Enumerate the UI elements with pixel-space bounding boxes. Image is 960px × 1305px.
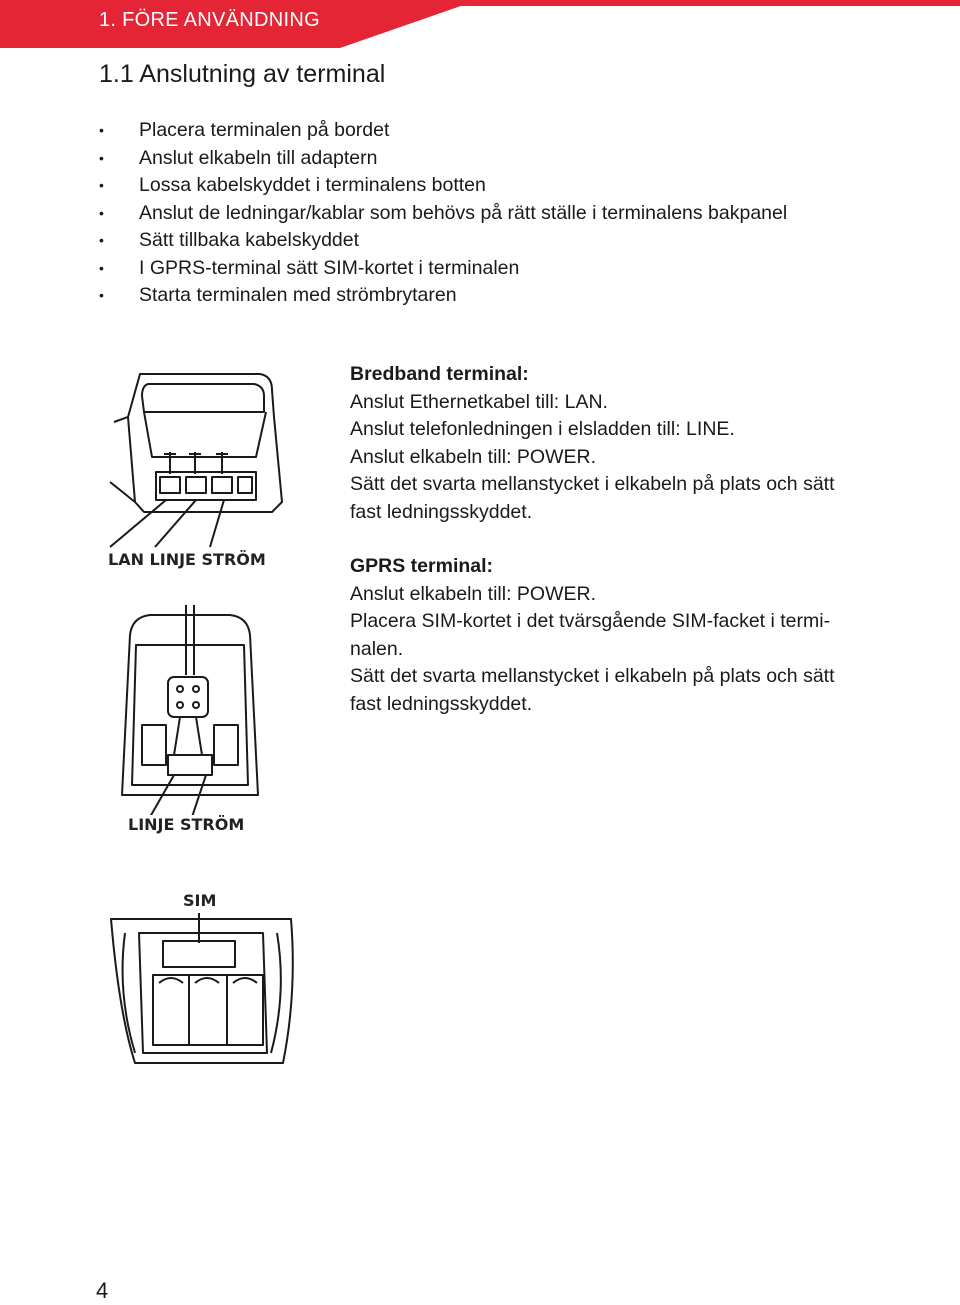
sim-slot-figure	[105, 885, 305, 1075]
steps-list	[99, 117, 787, 310]
instruction-line: nalen.	[350, 637, 404, 660]
gprs-heading: GPRS terminal:	[350, 555, 494, 577]
list-item: • Starta terminalen med strömbrytaren	[99, 282, 787, 310]
list-item: • Sätt tillbaka kabelskyddet	[99, 227, 787, 255]
port-labels: LINJE STRÖM	[128, 815, 245, 834]
list-item: • Anslut elkabeln till adaptern	[99, 145, 787, 173]
instruction-line: Sätt det svarta mellanstycket i elkabeln på plats och sätt	[350, 665, 835, 687]
broadband-heading: Bredband terminal:	[350, 363, 529, 385]
instruction-line: Anslut Ethernetkabel till: LAN.	[350, 390, 608, 413]
instruction-line: fast ledningsskyddet.	[350, 692, 533, 715]
instruction-line: Placera SIM-kortet i det tvärsgående SIM-facket i termi-	[350, 610, 831, 632]
list-item: • Lossa kabelskyddet i terminalens botten	[99, 172, 787, 200]
gprs-instructions	[350, 553, 910, 718]
broadband-instructions	[350, 361, 910, 526]
port-labels: LAN LINJE STRÖM	[108, 550, 266, 569]
list-item: • Placera terminalen på bordet	[99, 117, 787, 145]
sim-slot-illustration	[105, 913, 305, 1078]
gprs-terminal-figure	[110, 605, 270, 840]
bullet-icon: •	[99, 232, 104, 248]
bullet-icon: •	[99, 177, 104, 193]
terminal-back-illustration	[100, 362, 310, 552]
bullet-icon: •	[99, 204, 104, 221]
instruction-line: fast ledningsskyddet.	[350, 500, 533, 523]
instruction-line: Anslut elkabeln till: POWER.	[350, 445, 597, 468]
chapter-header	[0, 0, 960, 48]
bullet-icon: •	[99, 287, 104, 303]
section-heading: 1.1 Anslutning av terminal	[99, 60, 386, 88]
list-item: • I GPRS-terminal sätt SIM-kortet i terminalen	[99, 255, 787, 283]
broadband-terminal-figure	[100, 362, 310, 577]
page-number: 4	[96, 1278, 109, 1303]
bullet-icon: •	[99, 259, 104, 276]
sim-label: SIM	[183, 891, 217, 910]
bullet-icon: •	[99, 122, 104, 138]
chapter-title: 1. FÖRE ANVÄNDNING	[99, 9, 320, 31]
gprs-terminal-illustration	[110, 605, 270, 815]
bullet-icon: •	[99, 149, 104, 166]
list-item: • Anslut de ledningar/kablar som behövs på rätt ställe i terminalens bakpanel	[99, 200, 787, 228]
instruction-line: Sätt det svarta mellanstycket i elkabeln på plats och sätt	[350, 473, 835, 495]
instruction-line: Anslut elkabeln till: POWER.	[350, 582, 597, 605]
instruction-line: Anslut telefonledningen i elsladden till: LINE.	[350, 418, 735, 440]
